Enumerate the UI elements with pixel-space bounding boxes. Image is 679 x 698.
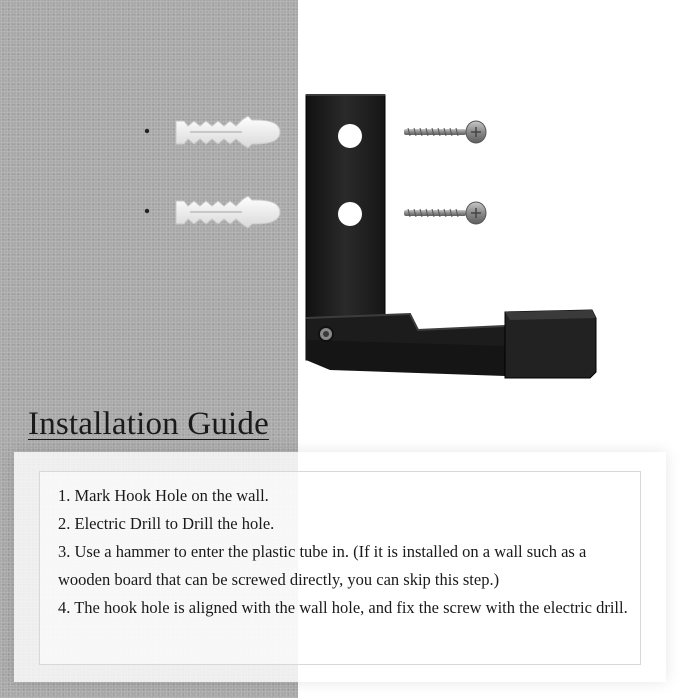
step-item: 2. Electric Drill to Drill the hole. [58,514,275,533]
step-item: 3. Use a hammer to enter the plastic tube in. (If it is installed on a wall such as a wooden board that can be screwed directly, you can skip this step.) [58,542,587,589]
plastic-anchor [176,196,280,228]
screw [404,202,486,224]
screw [404,121,486,143]
steps-list [58,482,636,622]
plastic-anchor [176,116,280,148]
step-item: 1. Mark Hook Hole on the wall. [58,486,269,505]
hook-screw-hole [338,124,362,148]
wall-hole [145,209,149,213]
hook-screw-hole [338,202,362,226]
step-item: 4. The hook hole is aligned with the wall hole, and fix the screw with the electric drill. [58,598,628,617]
black-hook [306,95,596,378]
instructions-panel [14,452,666,682]
instructions-box [39,471,641,665]
guide-title: Installation Guide [28,406,269,442]
wall-hole [145,129,149,133]
